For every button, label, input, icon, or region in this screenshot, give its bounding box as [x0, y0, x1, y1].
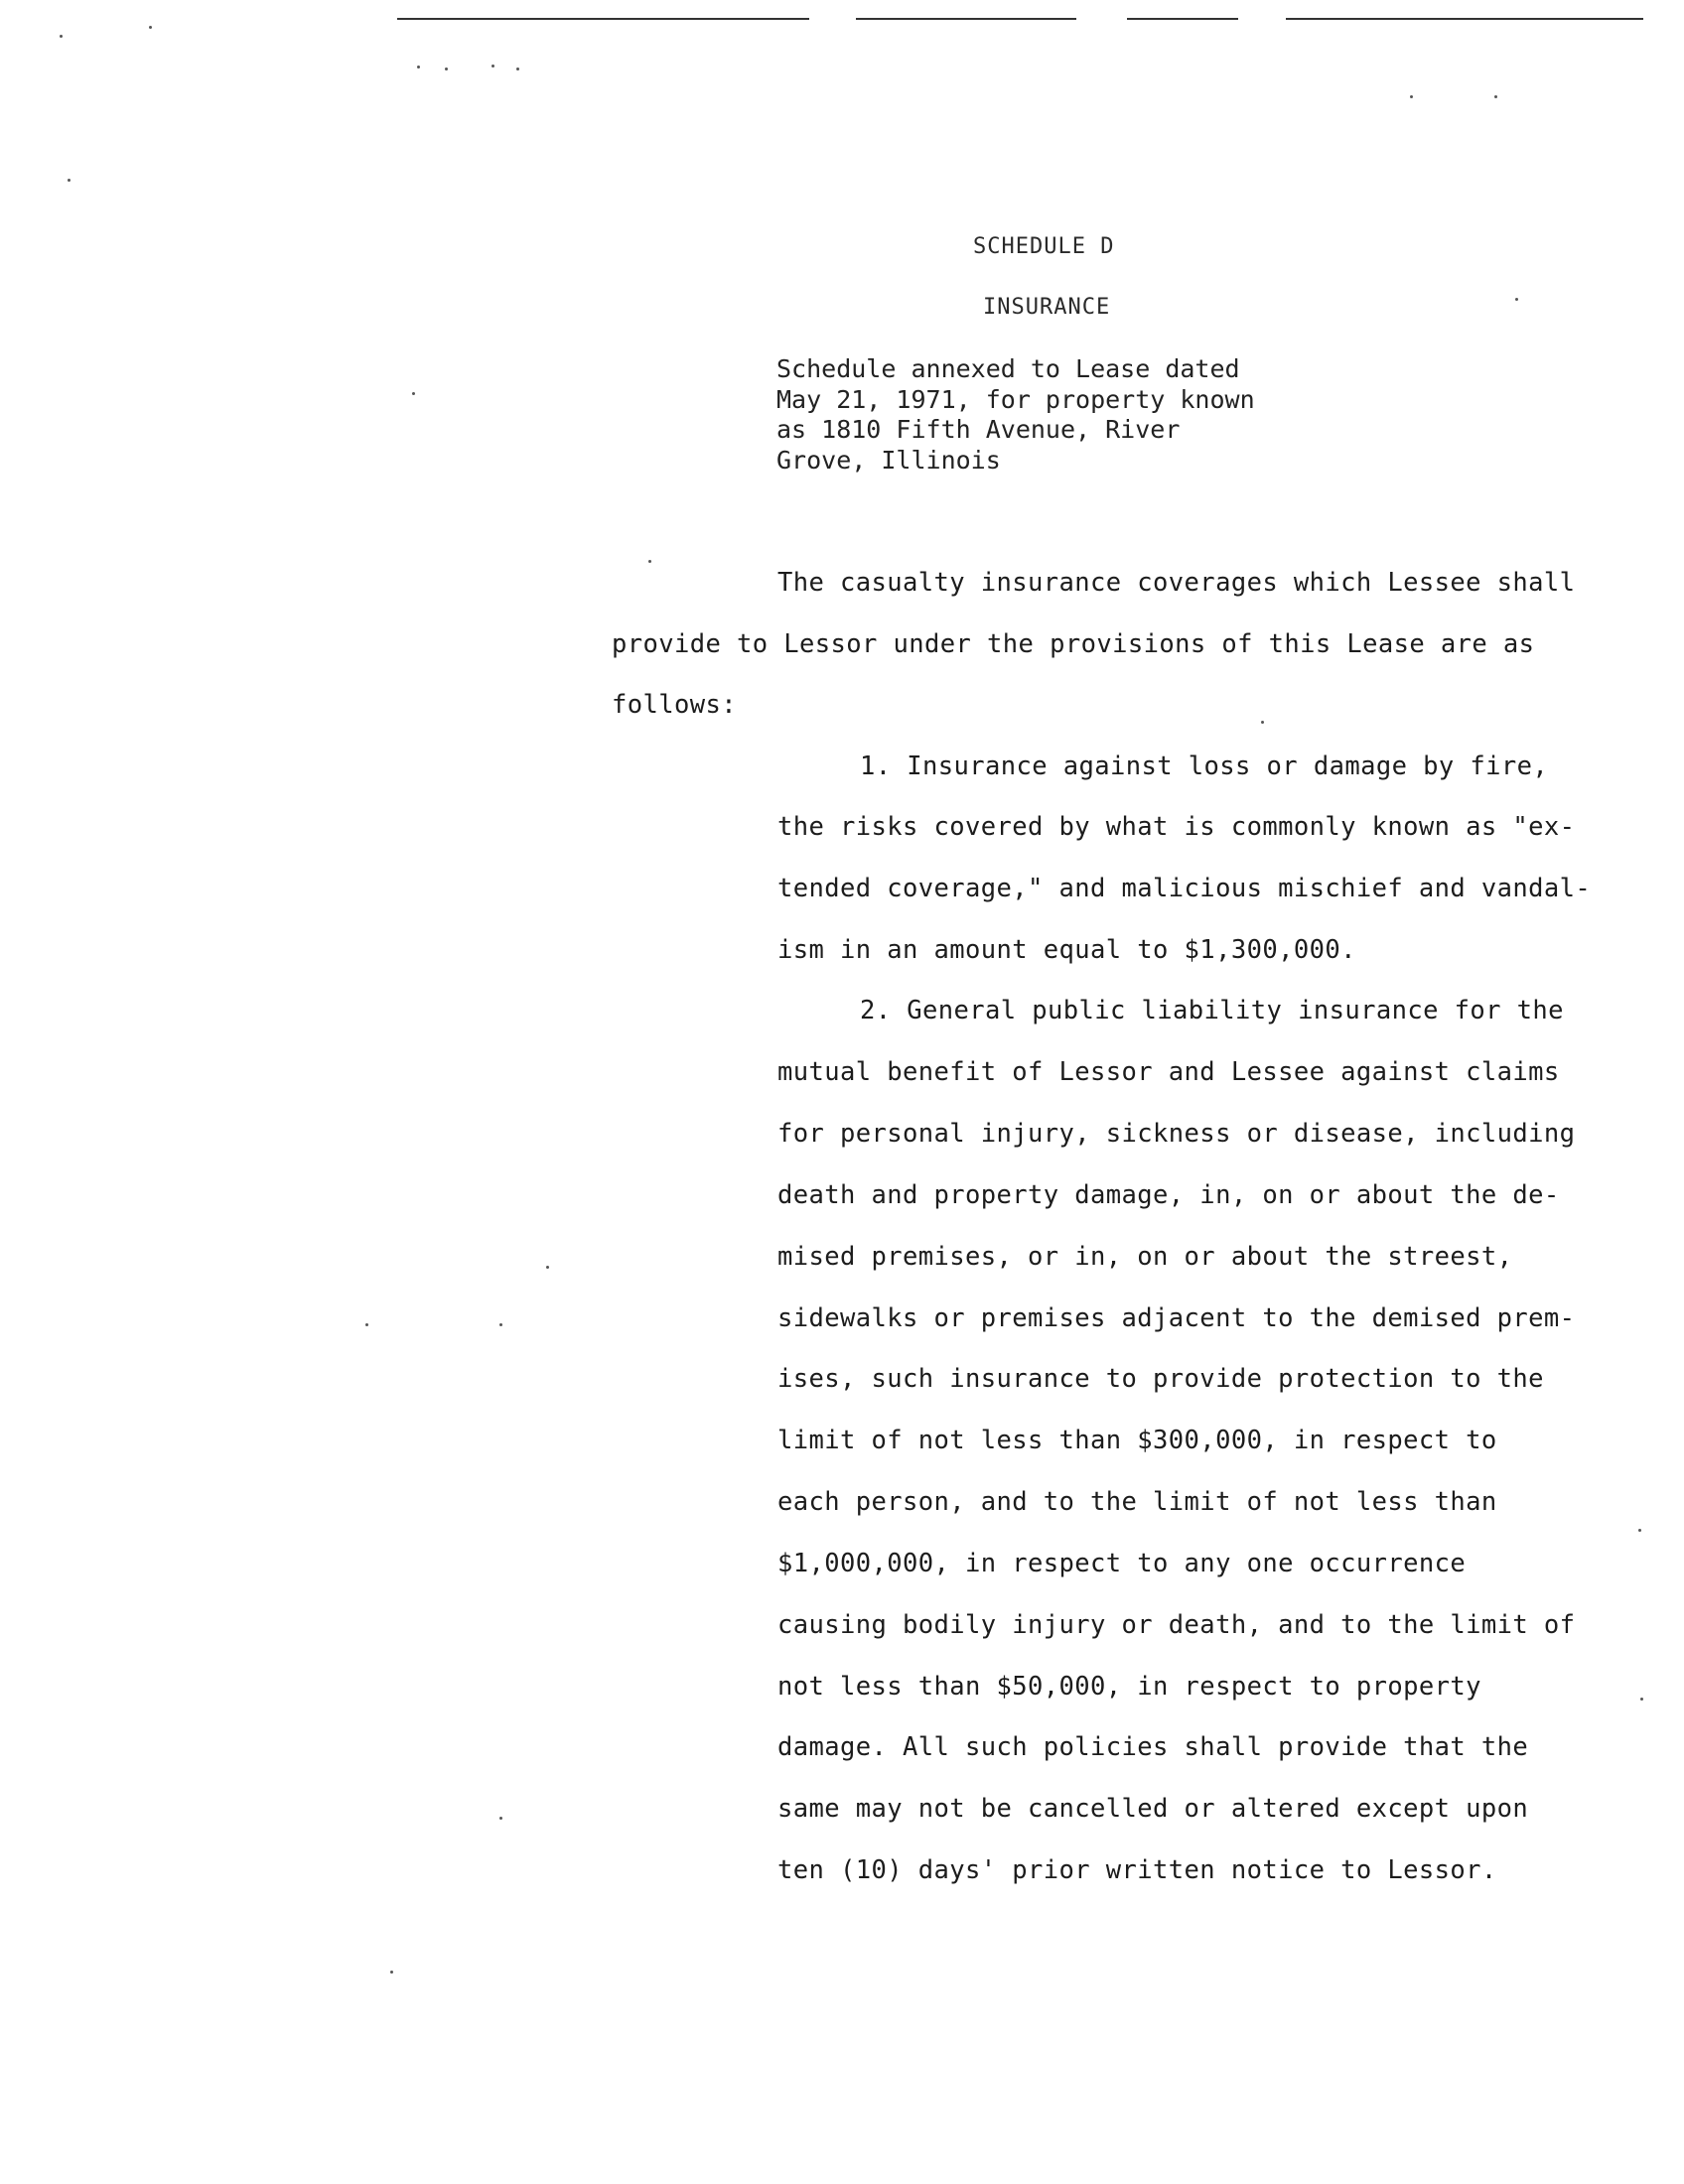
scan-speck — [412, 392, 415, 395]
scan-speck — [60, 35, 63, 38]
schedule-note-line: as 1810 Fifth Avenue, River — [776, 415, 1181, 444]
schedule-note-line: Schedule annexed to Lease dated — [776, 354, 1240, 383]
scan-speck — [68, 179, 70, 182]
scan-rule — [1286, 18, 1643, 20]
scan-speck — [516, 68, 519, 70]
scan-speck — [149, 26, 152, 29]
section-title: INSURANCE — [983, 295, 1111, 320]
item1-line: 1. Insurance against loss or damage by fire, — [860, 751, 1549, 781]
scan-speck — [445, 68, 448, 70]
item2-line: ises, such insurance to provide protection to the — [777, 1364, 1544, 1394]
scan-speck — [1494, 95, 1497, 98]
scan-speck — [1261, 721, 1264, 724]
scan-speck — [1515, 298, 1518, 301]
item2-line: mutual benefit of Lessor and Lessee against claims — [777, 1057, 1560, 1087]
intro-line: provide to Lessor under the provisions of this Lease are as — [612, 629, 1535, 659]
scan-speck — [491, 65, 494, 68]
schedule-note — [776, 354, 1255, 476]
scan-speck — [499, 1817, 502, 1820]
scan-speck — [546, 1266, 549, 1269]
scan-rule — [1127, 18, 1238, 20]
schedule-title: SCHEDULE D — [973, 234, 1115, 259]
item2-line: sidewalks or premises adjacent to the demised prem- — [777, 1303, 1576, 1333]
intro-line: The casualty insurance coverages which Lessee shall — [777, 568, 1576, 598]
scan-speck — [1638, 1529, 1641, 1532]
item2-line: 2. General public liability insurance for the — [860, 996, 1564, 1025]
item2-line: death and property damage, in, on or about the de- — [777, 1180, 1560, 1210]
item2-line: each person, and to the limit of not less than — [777, 1487, 1497, 1517]
item2-line: same may not be cancelled or altered except upon — [777, 1794, 1529, 1824]
scan-rule — [397, 18, 809, 20]
item1-line: tended coverage," and malicious mischief and vandal- — [777, 874, 1592, 903]
intro-line: follows: — [612, 690, 738, 720]
scan-speck — [1410, 95, 1413, 98]
scan-speck — [417, 66, 420, 68]
item2-line: limit of not less than $300,000, in respect to — [777, 1426, 1497, 1455]
item2-line: causing bodily injury or death, and to the limit of — [777, 1610, 1576, 1640]
scan-speck — [1640, 1698, 1643, 1701]
item2-line: not less than $50,000, in respect to property — [777, 1672, 1481, 1702]
item1-line: ism in an amount equal to $1,300,000. — [777, 935, 1356, 965]
item1-line: the risks covered by what is commonly known as "ex- — [777, 812, 1576, 842]
item2-line: for personal injury, sickness or disease, including — [777, 1119, 1576, 1149]
item2-line: damage. All such policies shall provide that the — [777, 1732, 1529, 1762]
schedule-note-line: May 21, 1971, for property known — [776, 384, 1255, 414]
scan-speck — [390, 1971, 393, 1974]
scan-speck — [365, 1323, 368, 1326]
scan-speck — [648, 560, 651, 563]
scan-speck — [499, 1323, 502, 1326]
item2-line: ten (10) days' prior written notice to Lessor. — [777, 1855, 1497, 1885]
scan-rule — [856, 18, 1076, 20]
schedule-note-line: Grove, Illinois — [776, 445, 1001, 475]
item2-line: mised premises, or in, on or about the streest, — [777, 1242, 1513, 1272]
item2-line: $1,000,000, in respect to any one occurrence — [777, 1549, 1467, 1578]
